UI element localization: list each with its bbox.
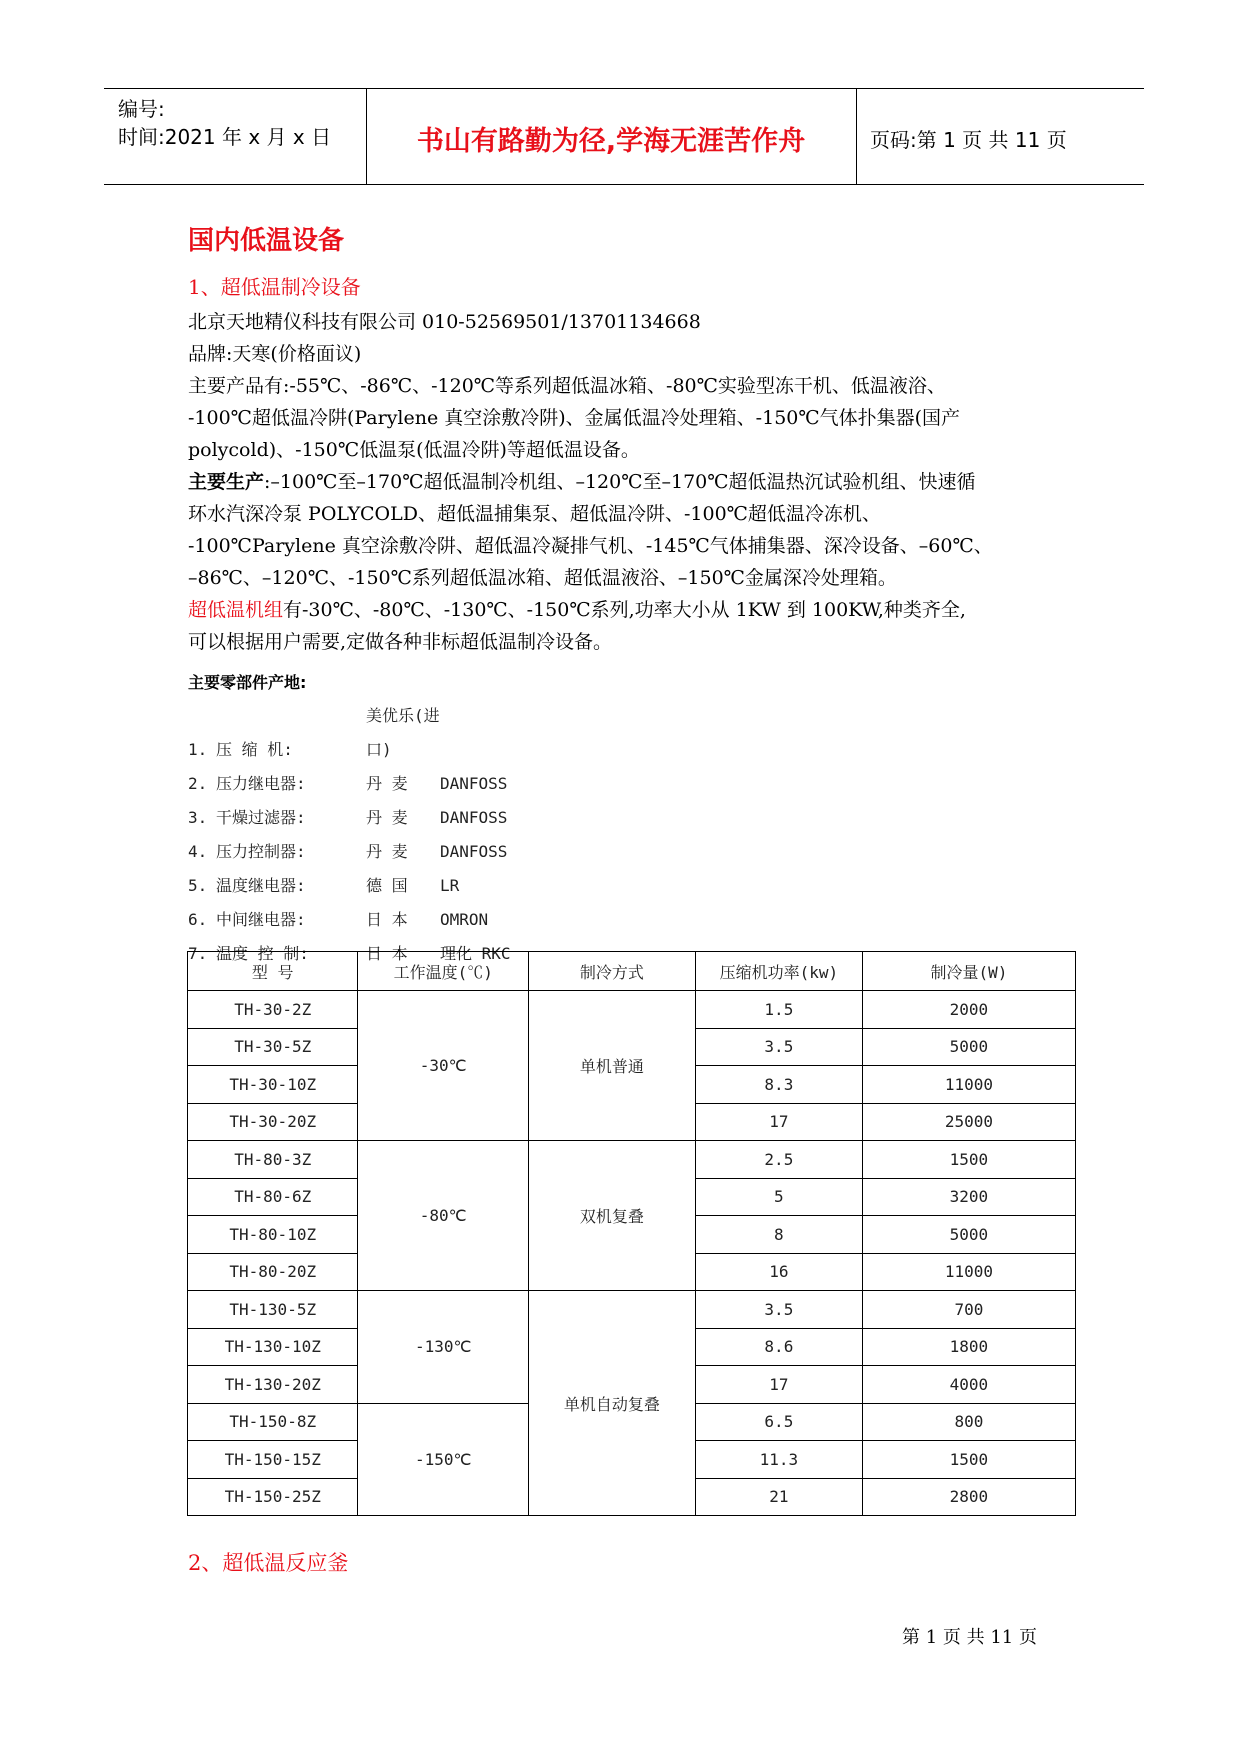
- part-number: 3.: [188, 808, 208, 827]
- model-cell: TH-130-10Z: [188, 1328, 358, 1366]
- spec-table: [187, 951, 1076, 1516]
- temperature-cell: -30℃: [358, 991, 528, 1141]
- part-number: 2.: [188, 774, 208, 793]
- part-brand: DANFOSS: [440, 808, 508, 827]
- temperature-cell: -150℃: [358, 1403, 528, 1516]
- time-label: 时间:2021 年 x 月 x 日: [118, 125, 332, 149]
- part-brand: DANFOSS: [440, 842, 508, 861]
- part-origin: 丹 麦: [366, 842, 408, 861]
- page-title: 国内低温设备: [188, 226, 345, 256]
- production-label: 主要生产: [188, 471, 265, 493]
- number-label: 编号:: [118, 97, 165, 121]
- part-name: 干燥过滤器:: [216, 808, 306, 827]
- units-text: 有-30℃、-80℃、-130℃、-150℃系列,功率大小从 1KW 到 100KW,种类齐全,: [283, 599, 966, 621]
- part-origin: 丹 麦: [366, 808, 408, 827]
- capacity-cell: 1800: [862, 1328, 1075, 1366]
- products-line: 主要产品有:-55℃、-86℃、-120℃等系列超低温冰箱、-80℃实验型冻干机、低温液浴、: [188, 375, 946, 397]
- capacity-cell: 800: [862, 1403, 1075, 1441]
- production-text: :–100℃至–170℃超低温制冷机组、–120℃至–170℃超低温热沉试验机组、快速循: [264, 471, 976, 493]
- method-cell: 双机复叠: [528, 1141, 695, 1291]
- header-meta: [118, 95, 331, 151]
- model-cell: TH-80-6Z: [188, 1178, 358, 1216]
- power-cell: 16: [695, 1253, 862, 1291]
- method-cell: 单机普通: [528, 991, 695, 1141]
- capacity-cell: 5000: [862, 1216, 1075, 1254]
- model-cell: TH-150-8Z: [188, 1403, 358, 1441]
- capacity-cell: 2000: [862, 991, 1075, 1029]
- capacity-cell: 2800: [862, 1478, 1075, 1516]
- header-page-info: 页码:第 1 页 共 11 页: [870, 128, 1067, 152]
- units-label: 超低温机组: [188, 599, 284, 621]
- capacity-cell: 3200: [862, 1178, 1075, 1216]
- part-item: [188, 903, 1078, 937]
- part-origin: 日 本: [366, 944, 408, 963]
- power-cell: 8: [695, 1216, 862, 1254]
- part-name: 中间继电器:: [216, 910, 306, 929]
- table-header-row: [188, 952, 1076, 991]
- model-cell: TH-150-15Z: [188, 1441, 358, 1479]
- model-cell: TH-30-5Z: [188, 1028, 358, 1066]
- header-motto: 书山有路勤为径,学海无涯苦作舟: [416, 126, 806, 157]
- part-name: 压力控制器:: [216, 842, 306, 861]
- model-cell: TH-30-10Z: [188, 1066, 358, 1104]
- units-line: [188, 594, 1078, 626]
- model-cell: TH-30-2Z: [188, 991, 358, 1029]
- power-cell: 17: [695, 1103, 862, 1141]
- part-item: [188, 767, 1078, 801]
- part-name: 温度继电器:: [216, 876, 306, 895]
- section-heading: 2、超低温反应釜: [188, 1551, 349, 1575]
- power-cell: 11.3: [695, 1441, 862, 1479]
- model-cell: TH-80-3Z: [188, 1141, 358, 1179]
- capacity-cell: 25000: [862, 1103, 1075, 1141]
- part-item: [188, 801, 1078, 835]
- power-cell: 21: [695, 1478, 862, 1516]
- brand-line: 品牌:天寒(价格面议): [188, 343, 362, 365]
- power-cell: 6.5: [695, 1403, 862, 1441]
- part-number: 4.: [188, 842, 208, 861]
- production-line: -100℃Parylene 真空涂敷冷阱、超低温冷凝排气机、-145℃气体捕集器、深冷设备、–60℃、: [188, 535, 993, 557]
- part-name: 压力继电器:: [216, 774, 306, 793]
- temperature-cell: -80℃: [358, 1141, 528, 1291]
- products-line: polycold)、-150℃低温泵(低温冷阱)等超低温设备。: [188, 439, 640, 461]
- part-brand: OMRON: [440, 910, 489, 929]
- part-number: 7.: [188, 944, 208, 963]
- units-line: 可以根据用户需要,定做各种非标超低温制冷设备。: [188, 631, 613, 653]
- part-brand: 理化 RKC: [440, 944, 511, 963]
- part-number: 5.: [188, 876, 208, 895]
- part-origin: 日 本: [366, 910, 408, 929]
- page-header: [104, 88, 1144, 185]
- part-item: [188, 835, 1078, 869]
- part-brand: DANFOSS: [440, 774, 508, 793]
- power-cell: 8.6: [695, 1328, 862, 1366]
- column-header: 压缩机功率(kw): [695, 952, 862, 991]
- capacity-cell: 11000: [862, 1066, 1075, 1104]
- model-cell: TH-150-25Z: [188, 1478, 358, 1516]
- power-cell: 2.5: [695, 1141, 862, 1179]
- page-footer: 第 1 页 共 11 页: [902, 1627, 1037, 1648]
- table-row: [188, 1291, 1076, 1329]
- part-item: [188, 699, 1078, 767]
- company-line: 北京天地精仪科技有限公司 010-52569501/13701134668: [188, 311, 701, 333]
- method-cell: 单机自动复叠: [528, 1291, 695, 1516]
- part-name: 压 缩 机:: [216, 740, 293, 759]
- part-item: [188, 869, 1078, 903]
- column-header: 型 号: [188, 952, 358, 991]
- capacity-cell: 1500: [862, 1141, 1075, 1179]
- power-cell: 3.5: [695, 1291, 862, 1329]
- model-cell: TH-30-20Z: [188, 1103, 358, 1141]
- capacity-cell: 700: [862, 1291, 1075, 1329]
- table-row: [188, 1141, 1076, 1179]
- products-line: -100℃超低温冷阱(Parylene 真空涂敷冷阱)、金属低温冷处理箱、-150℃气体扑集器(国产: [188, 407, 961, 429]
- power-cell: 3.5: [695, 1028, 862, 1066]
- capacity-cell: 1500: [862, 1441, 1075, 1479]
- power-cell: 1.5: [695, 991, 862, 1029]
- table-body: [188, 991, 1076, 1516]
- capacity-cell: 11000: [862, 1253, 1075, 1291]
- part-origin: 丹 麦: [366, 774, 408, 793]
- model-cell: TH-130-5Z: [188, 1291, 358, 1329]
- section-heading: 1、超低温制冷设备: [188, 275, 361, 299]
- production-line: –86℃、–120℃、-150℃系列超低温冰箱、超低温液浴、–150℃金属深冷处理箱。: [188, 567, 897, 589]
- production-line: [188, 466, 1078, 498]
- capacity-cell: 5000: [862, 1028, 1075, 1066]
- parts-title: 主要零部件产地:: [188, 673, 307, 692]
- header-divider: [856, 89, 857, 184]
- parts-list: [188, 699, 1078, 971]
- part-number: 6.: [188, 910, 208, 929]
- model-cell: TH-80-20Z: [188, 1253, 358, 1291]
- power-cell: 8.3: [695, 1066, 862, 1104]
- column-header: 工作温度(℃): [358, 952, 528, 991]
- table-row: [188, 991, 1076, 1029]
- part-name: 温度 控 制:: [216, 944, 309, 963]
- model-cell: TH-80-10Z: [188, 1216, 358, 1254]
- part-origin: 德 国: [366, 876, 408, 895]
- temperature-cell: -130℃: [358, 1291, 528, 1404]
- document-body: [188, 220, 1078, 971]
- part-brand: LR: [440, 876, 460, 895]
- production-line: 环水汽深冷泵 POLYCOLD、超低温捕集泵、超低温冷阱、-100℃超低温冷冻机、: [188, 503, 881, 525]
- part-number: 1.: [188, 740, 208, 759]
- capacity-cell: 4000: [862, 1366, 1075, 1404]
- power-cell: 17: [695, 1366, 862, 1404]
- part-origin: 美优乐(进口): [366, 706, 440, 759]
- column-header: 制冷方式: [528, 952, 695, 991]
- column-header: 制冷量(W): [862, 952, 1075, 991]
- model-cell: TH-130-20Z: [188, 1366, 358, 1404]
- power-cell: 5: [695, 1178, 862, 1216]
